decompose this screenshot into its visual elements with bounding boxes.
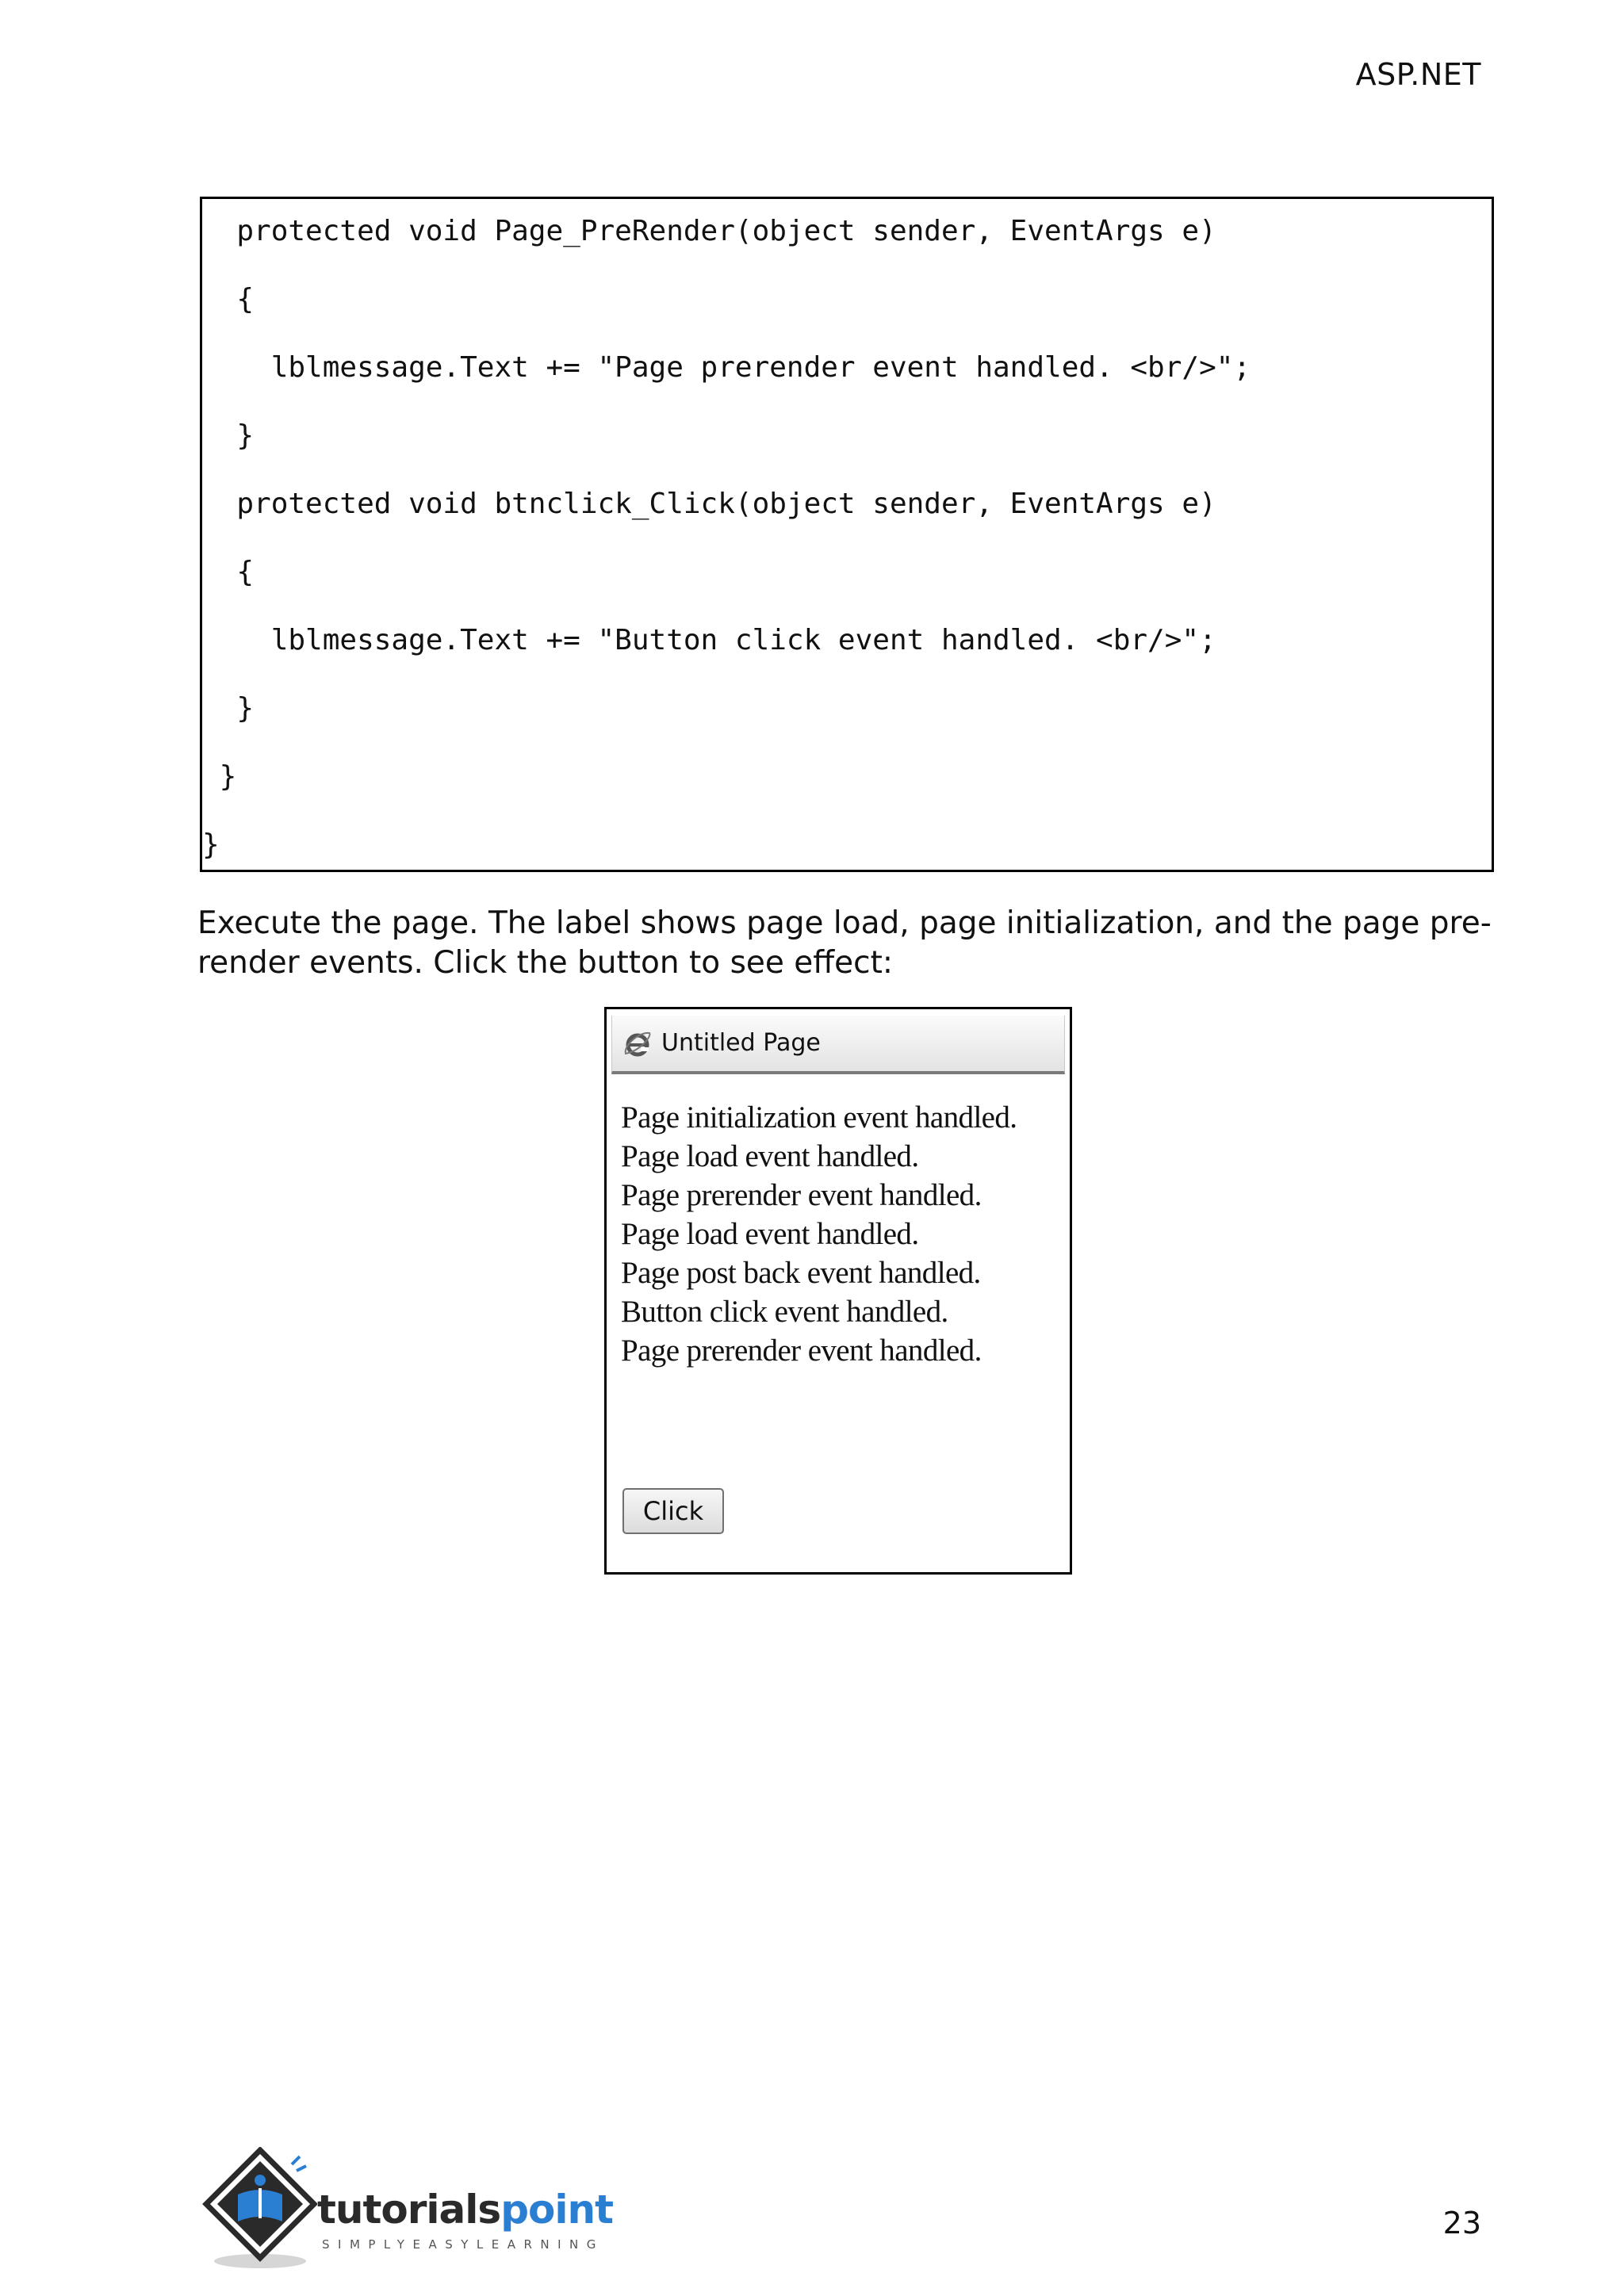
tab-title: Untitled Page: [661, 1029, 821, 1057]
code-block: [200, 197, 1494, 872]
internet-explorer-icon: [623, 1030, 652, 1058]
code-line: lblmessage.Text += "Page prerender event handled. <br/>";: [202, 351, 1251, 384]
code-line: }: [202, 692, 255, 725]
header-title: ASP.NET: [1355, 57, 1481, 92]
code-line: }: [202, 419, 255, 452]
code-line: }: [202, 828, 220, 861]
message-line: Button click event handled.: [621, 1295, 948, 1329]
logo-diamond-icon: [198, 2147, 317, 2274]
tutorialspoint-logo: [198, 2147, 619, 2274]
logo-tagline: SIMPLYEASYLEARNING: [322, 2237, 604, 2252]
logo-word-tutorials: tutorials: [317, 2187, 501, 2233]
browser-screenshot: [604, 1007, 1072, 1575]
code-line: protected void Page_PreRender(object sender, EventArgs e): [202, 215, 1216, 247]
click-button[interactable]: Click: [622, 1488, 724, 1534]
code-line: lblmessage.Text += "Button click event handled. <br/>";: [202, 624, 1216, 656]
code-line: }: [202, 760, 237, 793]
message-line: Page load event handled.: [621, 1139, 919, 1173]
message-line: Page initialization event handled.: [621, 1100, 1017, 1135]
code-line: protected void btnclick_Click(object sender, EventArgs e): [202, 488, 1216, 520]
code-line: {: [202, 556, 255, 588]
logo-wordmark: [317, 2187, 613, 2233]
body-paragraph: Execute the page. The label shows page load, page initialization, and the page pre-render events. Click the button to see effect:: [197, 905, 1492, 981]
page-number: 23: [1442, 2206, 1481, 2241]
logo-word-point: point: [500, 2187, 613, 2233]
label-messages: [621, 1098, 1017, 1370]
message-line: Page load event handled.: [621, 1217, 919, 1251]
browser-tab[interactable]: [611, 1016, 1065, 1074]
message-line: Page prerender event handled.: [621, 1178, 982, 1212]
message-line: Page prerender event handled.: [621, 1334, 982, 1368]
message-line: Page post back event handled.: [621, 1256, 981, 1290]
code-line: {: [202, 283, 255, 316]
